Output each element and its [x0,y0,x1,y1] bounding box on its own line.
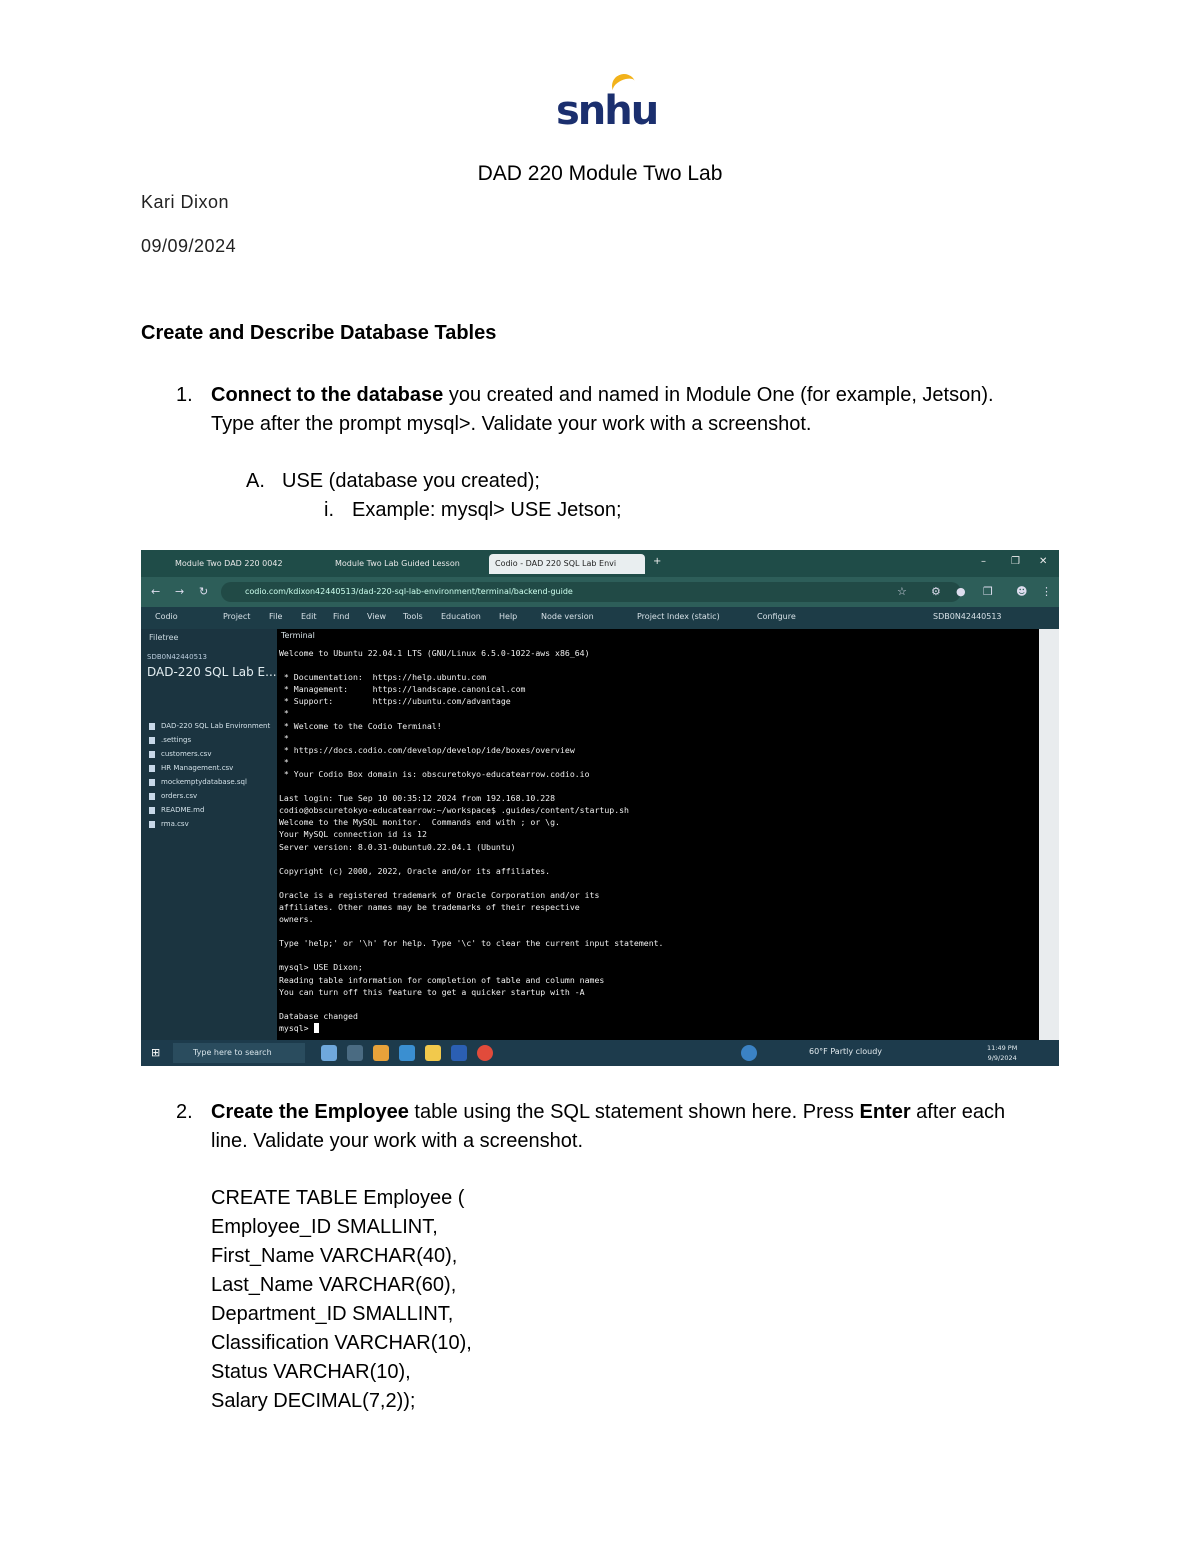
terminal-line: * Your Codio Box domain is: obscuretokyo-educatearrow.codio.io [279,768,590,779]
terminal-line: owners. [279,914,314,925]
codio-menu-bar [141,607,1059,629]
terminal-line: Welcome to the MySQL monitor. Commands end with ; or \g. [279,817,560,828]
new-tab-icon[interactable]: + [653,556,662,567]
taskbar-search-input[interactable]: Type here to search [173,1043,305,1063]
terminal-line: codio@obscuretokyo-educatearrow:~/workspace$ .guides/content/startup.sh [279,805,629,816]
list-item[interactable]: orders.csv [149,789,270,803]
terminal-line: * Documentation: https://help.ubuntu.com [279,672,487,683]
list-item[interactable]: customers.csv [149,747,270,761]
document-title: DAD 220 Module Two Lab [477,162,723,185]
terminal-line [279,659,1034,671]
terminal-screenshot [141,550,1059,1066]
browser-tab[interactable]: Module Two Lab Guided Lesson [335,559,460,568]
word-icon[interactable] [451,1045,467,1061]
terminal-line: * [279,708,289,719]
widgets-icon[interactable] [321,1045,337,1061]
step2-line2: line. Validate your work with a screenshot. [211,1130,584,1152]
menu-project-index[interactable]: Project Index (static) [637,612,720,621]
windows-start-icon[interactable]: ⊞ [151,1046,161,1059]
section-heading: Create and Describe Database Tables [141,322,497,344]
step1-bold: Connect to the database [211,384,444,406]
profile-icon[interactable]: ● [956,585,966,598]
terminal-line [279,998,1034,1010]
terminal-line: Oracle is a registered trademark of Oracle Corporation and/or its [279,889,600,900]
list-item[interactable]: README.md [149,803,270,817]
step1-text: you created and named in Module One (for example, Jetson). [443,384,994,406]
chrome-icon[interactable] [477,1045,493,1061]
sql-line: Salary DECIMAL(7,2)); [211,1390,416,1412]
sql-line: Status VARCHAR(10), [211,1361,411,1383]
terminal-line: * https://docs.codio.com/develop/develop/ide/boxes/overview [279,744,575,755]
address-bar-row [141,577,1059,607]
file-icon [149,779,155,786]
terminal-output[interactable] [279,647,1034,1037]
document-date: 09/09/2024 [141,236,237,256]
url-input[interactable]: codio.com/kdixon42440513/dad-220-sql-lab-environment/terminal/backend-guide [221,582,961,602]
extension-icon[interactable]: ⚙ [931,585,941,598]
account-icon[interactable]: ☻ [1016,585,1028,598]
menu-view[interactable]: View [367,612,386,621]
file-icon [149,751,155,758]
step1-line2: Type after the prompt mysql>. Validate your work with a screenshot. [211,413,812,435]
list-item[interactable]: .settings [149,733,270,747]
terminal-line: * Welcome to the Codio Terminal! [279,720,442,731]
menu-project[interactable]: Project [223,612,251,621]
tab-terminal[interactable]: Terminal [281,631,315,640]
terminal-line: Server version: 8.0.31-0ubuntu0.22.04.1 (Ubuntu) [279,841,516,852]
terminal-line [279,853,1034,865]
file-icon [149,821,155,828]
terminal-line: Copyright (c) 2000, 2022, Oracle and/or its affiliates. [279,865,551,876]
list-item[interactable]: HR Management.csv [149,761,270,775]
terminal-line: affiliates. Other names may be trademarks of their respective [279,901,580,912]
step1-number: 1. [176,384,193,406]
sql-line: Last_Name VARCHAR(60), [211,1274,457,1296]
terminal-line: Type 'help;' or '\h' for help. Type '\c' to clear the current input statement. [279,938,664,949]
step1-sub-a-text: USE (database you created); [282,470,540,492]
terminal-line: * [279,732,289,743]
file-list [149,719,270,831]
list-item[interactable]: mockemptydatabase.sql [149,775,270,789]
step1-line1 [211,381,1111,410]
terminal-line [279,780,1034,792]
menu-education[interactable]: Education [441,612,481,621]
step2-bold-employee: Create the Employee [211,1101,409,1123]
terminal-line [279,877,1034,889]
menu-help[interactable]: Help [499,612,518,621]
terminal-scrollbar[interactable] [1039,629,1059,1040]
menu-codio[interactable]: Codio [155,612,178,621]
terminal-line [279,949,1034,961]
menu-tools[interactable]: Tools [403,612,423,621]
weather-status[interactable]: 60°F Partly cloudy [809,1047,883,1056]
edge-icon[interactable] [741,1045,757,1061]
sql-line: First_Name VARCHAR(40), [211,1245,458,1267]
file-tree-panel [141,629,277,1040]
bookmark-star-icon[interactable]: ☆ [897,585,907,598]
reload-icon[interactable]: ↻ [199,585,209,598]
list-item[interactable]: DAD-220 SQL Lab Environment [149,719,270,733]
author-name: Kari Dixon [141,192,230,212]
minimize-icon[interactable]: – [981,556,986,567]
puzzle-icon[interactable]: ❒ [983,585,993,598]
step2-number: 2. [176,1101,193,1123]
browser-tab-bar [141,550,1059,577]
terminal-line: Welcome to Ubuntu 22.04.1 LTS (GNU/Linux 6.5.0-1022-aws x86_64) [279,648,590,658]
terminal-line: * Support: https://ubuntu.com/advantage [279,696,511,707]
terminal-line [279,925,1034,937]
step2-bold-enter: Enter [859,1101,911,1123]
photos-icon[interactable] [373,1045,389,1061]
file-icon [149,765,155,772]
file-icon [149,737,155,744]
forward-icon[interactable]: → [175,585,185,598]
user-id: SDB0N42440513 [933,612,1002,621]
step1-sub-i-text: Example: mysql> USE Jetson; [352,499,622,521]
terminal-line: * [279,756,289,767]
sql-line: Employee_ID SMALLINT, [211,1216,438,1238]
terminal-line: * Management: https://landscape.canonical.com [279,684,526,695]
logo-text: snhu [556,88,658,134]
project-id: SDB0N42440513 [147,653,207,661]
sql-line: Classification VARCHAR(10), [211,1332,472,1354]
clock-time: 11:49 PM [987,1044,1018,1052]
terminal-line: mysql> USE Dixon; [279,962,363,973]
menu-find[interactable]: Find [333,612,350,621]
step1-sub-a-label: A. [246,470,265,492]
sidebar-tab-filetree[interactable]: Filetree [149,633,179,642]
clock-date: 9/9/2024 [987,1054,1017,1062]
snhu-logo [556,74,658,134]
menu-edit[interactable]: Edit [301,612,317,621]
browser-tab[interactable]: Module Two DAD 220 0042 [175,559,283,568]
explorer-icon[interactable] [425,1045,441,1061]
task-view-icon[interactable] [347,1045,363,1061]
file-icon [149,793,155,800]
terminal-panel [277,629,1039,1040]
step2-line1: Create the Employee table using the SQL statement shown here. Press Enter after each [211,1101,1006,1123]
store-icon[interactable] [399,1045,415,1061]
file-icon [149,807,155,814]
windows-taskbar [141,1040,1059,1066]
taskbar-clock[interactable] [987,1043,1017,1063]
list-item[interactable]: rma.csv [149,817,270,831]
terminal-line: Database changed [279,1010,358,1021]
close-icon[interactable]: ✕ [1039,556,1048,567]
folder-icon [149,723,155,730]
step1-sub-i-label: i. [324,499,334,521]
restore-icon[interactable]: ❐ [1011,556,1020,567]
back-icon[interactable]: ← [151,585,161,598]
sql-line: Department_ID SMALLINT, [211,1303,454,1325]
terminal-line: Your MySQL connection id is 12 [279,829,427,840]
browser-tab-active[interactable]: Codio - DAD 220 SQL Lab Envi [489,554,645,574]
cursor [314,1023,319,1033]
terminal-line: Reading table information for completion of table and column names [279,974,605,985]
menu-node-version[interactable]: Node version [541,612,594,621]
terminal-line: Last login: Tue Sep 10 00:35:12 2024 from 192.168.10.228 [279,793,556,804]
terminal-line: You can turn off this feature to get a quicker startup with -A [279,986,585,997]
project-name: DAD-220 SQL Lab E... [147,665,277,679]
sql-line: CREATE TABLE Employee ( [211,1187,465,1209]
terminal-prompt[interactable]: mysql> [279,1022,1034,1034]
menu-kebab-icon[interactable]: ⋮ [1041,585,1052,598]
menu-file[interactable]: File [269,612,283,621]
menu-configure[interactable]: Configure [757,612,796,621]
